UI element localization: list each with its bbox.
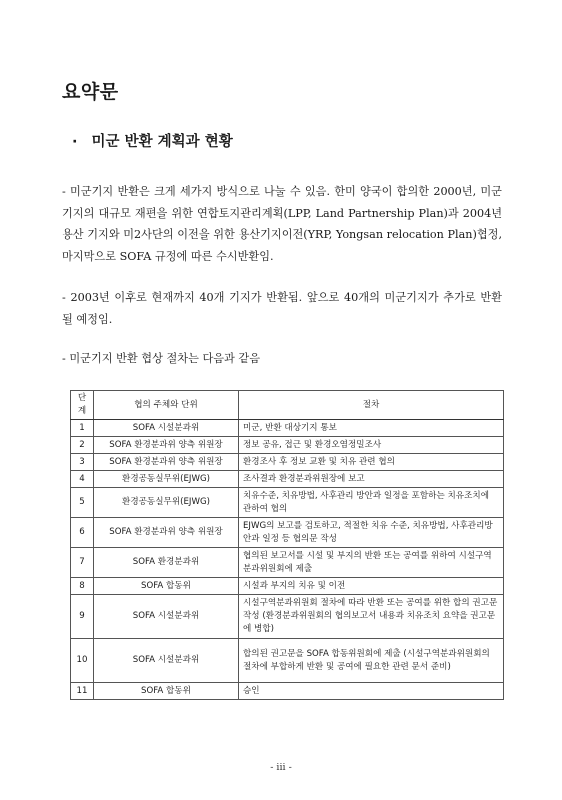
header-procedure: 절차 [239,391,504,420]
step-cell: 6 [71,518,94,548]
section-bullet: · [72,134,78,150]
header-step: 단계 [71,391,94,420]
procedure-cell: 치유수준, 치유방법, 사후관리 방안과 일정을 포함하는 치유조치에 관하여 협의 [239,488,504,518]
procedure-cell: 환경조사 후 정보 교환 및 치유 관련 협의 [239,454,504,471]
table-row [71,548,504,578]
procedure-cell: 협의된 보고서를 시설 및 부지의 반환 또는 공여를 위하여 시설구역분과위원회에 제출 [239,548,504,578]
subject-cell: SOFA 시설분과위 [94,639,239,683]
subject-cell: SOFA 합동위 [94,683,239,700]
subject-cell: 환경공동실무위(EJWG) [94,471,239,488]
step-cell: 4 [71,471,94,488]
table-row [71,420,504,437]
procedure-cell: 합의된 권고문을 SOFA 합동위원회에 제출 (시설구역분과위원회의 절차에 부합하게 반환 및 공여에 필요한 관련 문서 준비) [239,639,504,683]
table-row [71,488,504,518]
step-cell: 8 [71,578,94,595]
procedure-cell: 정보 공유, 접근 및 환경오염정밀조사 [239,437,504,454]
subject-cell: SOFA 시설분과위 [94,420,239,437]
procedure-cell: 미군, 반환 대상기지 통보 [239,420,504,437]
page-number: - iii - [270,762,292,773]
step-cell: 11 [71,683,94,700]
subject-cell: SOFA 환경분과위 [94,548,239,578]
table-body [71,420,504,700]
procedure-cell: 시설과 부지의 치유 및 이전 [239,578,504,595]
table-row [71,578,504,595]
subject-cell: 환경공동실무위(EJWG) [94,488,239,518]
paragraph-return-status: - 2003년 이후로 현재까지 40개 기지가 반환됨. 앞으로 40개의 미군기지가 추가로 반환 될 예정임. [62,291,502,326]
step-cell: 10 [71,639,94,683]
negotiation-procedure-table [70,390,504,700]
table-header-row [71,391,504,420]
header-subject: 협의 주체와 단위 [94,391,239,420]
procedure-cell: 승인 [239,683,504,700]
page-title: 요약문 [62,81,119,103]
step-cell: 5 [71,488,94,518]
table-row [71,595,504,639]
table-row [71,683,504,700]
procedure-cell: 조사결과 환경분과위원장에 보고 [239,471,504,488]
section-heading-text: 미군 반환 계획과 현황 [91,134,233,150]
step-cell: 7 [71,548,94,578]
section-heading [72,130,233,151]
subject-cell: SOFA 환경분과위 양측 위원장 [94,454,239,471]
subject-cell: SOFA 환경분과위 양측 위원장 [94,437,239,454]
step-cell: 3 [71,454,94,471]
procedure-cell: 시설구역분과위원회 절차에 따라 반환 또는 공여를 위한 합의 권고문 작성 (환경분과위원회의 협의보고서 내용과 치유조치 요약을 권고문에 병합) [239,595,504,639]
table-row [71,518,504,548]
paragraph-procedure-intro: - 미군기지 반환 협상 절차는 다음과 같음 [62,352,261,365]
procedure-cell: EJWG의 보고를 검토하고, 적절한 치유 수준, 치유방법, 사후관리방안과 일정 등 협의문 작성 [239,518,504,548]
table-row [71,437,504,454]
step-cell: 9 [71,595,94,639]
subject-cell: SOFA 환경분과위 양측 위원장 [94,518,239,548]
step-cell: 2 [71,437,94,454]
paragraph-return-methods: - 미군기지 반환은 크게 세가지 방식으로 나눌 수 있음. 한미 양국이 합의한 2000년, 미군기지의 대규모 재편을 위한 연합토지관리계획(LPP, Land Partnership Plan)과 2004년 용산 기지와 미2사단의 이전을 위한 용산기지이전(YRP, Yongsan relocation Plan)협정, 마지막으로 SOFA 규정에 따른 수시반환임. [62,185,502,263]
subject-cell: SOFA 시설분과위 [94,595,239,639]
step-cell: 1 [71,420,94,437]
subject-cell: SOFA 합동위 [94,578,239,595]
table-row [71,471,504,488]
table-row [71,639,504,683]
table-row [71,454,504,471]
